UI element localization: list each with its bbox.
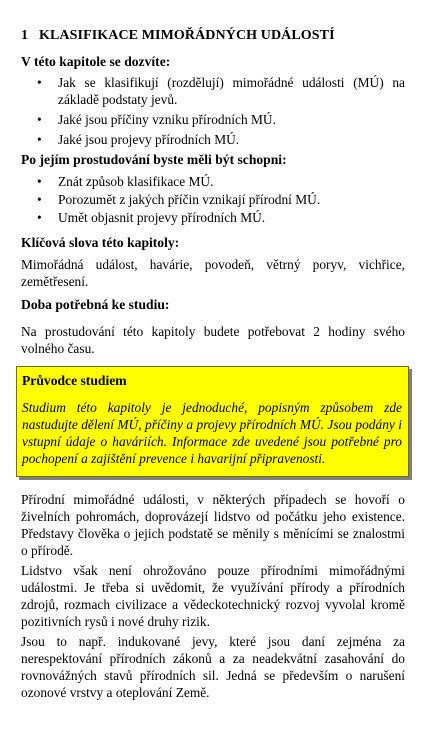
- keywords-title: Klíčová slova této kapitoly:: [21, 235, 180, 250]
- list-item: • Umět objasnit projevy přírodních MÚ.: [21, 209, 405, 226]
- list-item: • Znát způsob klasifikace MÚ.: [21, 173, 405, 190]
- list-item: • Jaké jsou projevy přírodních MÚ.: [21, 131, 405, 148]
- goals-title: Po jejím prostudování byste měli být schopni:: [21, 152, 287, 167]
- chapter-heading: [21, 27, 335, 44]
- chapter-title: KLASIFIKACE MIMOŘÁDNÝCH UDÁLOSTÍ: [39, 28, 335, 43]
- list-item: • Porozumět z jakých příčin vznikají přírodní MÚ.: [21, 191, 405, 208]
- chapter-number: 1: [21, 28, 29, 43]
- learn-title: V této kapitole se dozvíte:: [21, 54, 171, 69]
- keywords-text: Mimořádná událost, havárie, povodeň, větrný poryv, vichřice, zemětřesení.: [21, 257, 405, 289]
- study-guide-title: Průvodce studiem: [22, 373, 127, 388]
- study-guide-box: [16, 366, 409, 477]
- paragraph: Lidstvo však není ohrožováno pouze přírodními mimořádnými událostmi. Je třeba si uvědomit, že využívání přírody a přírodních zdrojů, rozmach civilizace a vědeckotechnický rozvoj vyvolal kromě pozitivních rysů i nové druhy rizik.: [21, 563, 405, 629]
- learn-list: [21, 74, 405, 151]
- list-item: • Jaké jsou příčiny vzniku přírodních MÚ.: [21, 111, 405, 128]
- goals-list: [21, 173, 405, 229]
- study-time-text: Na prostudování této kapitoly budete potřebovat 2 hodiny svého volného času.: [21, 324, 405, 356]
- list-item: • Jak se klasifikují (rozdělují) mimořádné události (MÚ) na základě podstaty jevů.: [21, 74, 405, 108]
- paragraph: Přírodní mimořádné události, v některých případech se hovoří o živelních pohromách, doprovázejí lidstvo od počátku jeho existence. Představy člověka o jejich podstatě se měnily s měnícími se znalostmi o přírodě.: [21, 492, 405, 558]
- paragraph: Jsou to např. indukované jevy, které jsou daní zejména za nerespektování přírodních zákonů a za neadekvátní zasahování do rovnovážných stavů přírodních sil. Jedná se především o narušení ozonové vrstvy a oteplování Země.: [21, 634, 405, 700]
- study-time-title: Doba potřebná ke studiu:: [21, 297, 170, 312]
- study-guide-text: Studium této kapitoly je jednoduché, popisným způsobem zde nastudujte dělení MÚ, příčiny a projevy přírodních MÚ. Jsou podány i vstupní údaje o haváriích. Informace zde uvedené jsou potřebné pro pochopení a zajištění prevence i havarijní připravenosti.: [22, 400, 402, 466]
